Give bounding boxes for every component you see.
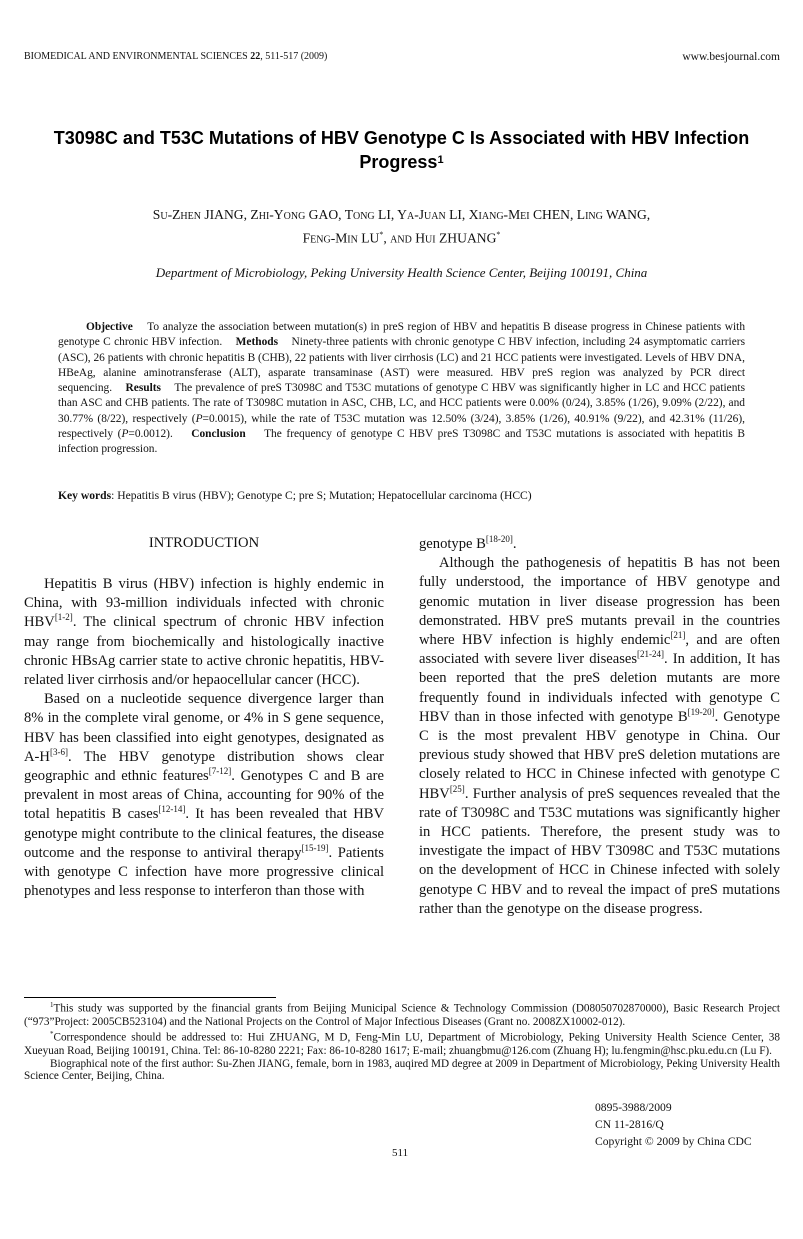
abstract-methods-label: Methods [235, 336, 279, 349]
intro-paragraph-3: Although the pathogenesis of hepatitis B has not been fully understood, the importance of HBV genotype and genomic mutation in liver disease progression has been demonstrated. HBV preS mutants prevail in the countries where HBV infection is highly endemic[21], and are often associated with severe liver diseases[21-24]. In addition, It has been reported that the preS deletion mutants are more frequently found in individuals infected with genotype C HBV than in those infected with genotype B[19-20]. Genotype C is the most prevalent HBV genotype in China. Our previous study showed that HBV preS deletion mutations are closely related to HCC in Chinese infected with genotype C HBV[25]. Further analysis of preS sequences revealed that the rate of T3098C and T53C mutations was significantly higher in HCC patients. Therefore, the present study was to investigate the impact of HBV T3098C and T53C mutations on the development of HCC in Chinese infected with solely genotype C HBV and to reveal the impact of preS mutations rather than the genotype on the disease progress. [419, 555, 780, 917]
author-list [40, 205, 763, 249]
intro-paragraph-1: Hepatitis B virus (HBV) infection is highly endemic in China, with 93-million individuals infected with chronic HBV[1-2]. The clinical spectrum of chronic HBV infection may range from biochemically and histologically inactive chronic HBsAg carrier state to active chronic hepatitis, HBV-related liver cirrhosis and/or hepaocellular cancer (HCC). [24, 576, 384, 689]
abstract-objective-label: Objective [86, 321, 133, 333]
footnote-divider [24, 997, 276, 998]
running-header-journal: BIOMEDICAL AND ENVIRONMENTAL SCIENCES 22, 511-517 (2009) [24, 51, 328, 62]
keywords: Key words: Hepatitis B virus (HBV); Genotype C; pre S; Mutation; Hepatocellular carcinoma (HCC) [58, 489, 532, 502]
running-header-url[interactable]: www.besjournal.com [682, 51, 780, 63]
title-footnote-mark: 1 [437, 154, 444, 166]
copyright: Copyright © 2009 by China CDC [595, 1135, 752, 1148]
abstract-conclusion-label: Conclusion [191, 428, 246, 441]
abstract-results-label: Results [125, 382, 161, 395]
author-line-1: Su-Zhen JIANG, Zhi-Yong GAO, Tong LI, Ya-Juan LI, Xiang-Mei CHEN, Ling WANG, [152, 207, 651, 222]
body-column-left [24, 575, 384, 901]
intro-paragraph-2: Based on a nucleotide sequence divergence larger than 8% in the complete viral genome, or 4% in S gene sequence, HBV has been classified into eight genotypes, designated as A-H[3-6]. The HBV genotype distribution shows clear geographic and ethnic features[7-12]. Genotypes C and B are prevalent in most areas of China, accounting for 90% of the total hepatitis B cases[12-14]. It has been revealed that HBV genotype might contribute to the clinical features, the disease outcome and the response to antiviral therapy[15-19]. Patients with genotype C infection have more progressive clinical phenotypes and less response to interferon than those with [24, 691, 385, 900]
page-number: 511 [392, 1147, 409, 1159]
body-column-right [419, 535, 780, 919]
footnote-biography: Biographical note of the first author: Su-Zhen JIANG, female, born in 1983, auqired MD degree at 2009 in Department of Microbiology, Peking University Health Science Center, Beijing, China. [24, 1057, 780, 1083]
issn-code: 0895-3988/2009 [595, 1101, 672, 1114]
footnote-funding: $^1$This study was supported by the financial grants from Beijing Municipal Science & Technology Commission (D08050702870000), Basic Research Project (“973”Project: 2005CB523104) and the National Projects on the Control of Major Infectious Diseases (Grant no. 2008ZX10002-012). [24, 1001, 780, 1028]
author-line-2: Feng-Min LU*, and Hui ZHUANG* [302, 230, 501, 246]
cn-code: CN 11-2816/Q [595, 1118, 664, 1131]
footnotes [24, 999, 780, 1083]
section-heading-introduction: INTRODUCTION [148, 535, 260, 551]
intro-paragraph-2-continued: genotype B[18-20]. [419, 534, 517, 552]
footnote-correspondence: *Correspondence should be addressed to: Hui ZHUANG, M D, Feng-Min LU, Department of Microbiology, Peking University Health Science Center, 38 Xueyuan Road, Beijing 100191, China. Tel: 86-10-8280 2221; Fax: 86-10-8280 1617; E-mail; zhuangbmu@126.com (Zhuang H); lu.fengmin@hsc.pku.edu.cn (Lu F). [24, 1030, 780, 1057]
abstract: Objective To analyze the association between mutation(s) in preS region of HBV and hepatitis B disease progress in Chinese patients with genotype C chronic HBV infection. Methods Ninety-three patients with chronic genotype C HBV infection, including 24 asymptomatic carriers (ASC), 26 patients with chronic hepatitis B (CHB), 22 patients with liver cirrhosis (LC) and 21 HCC patients were investigated. Levels of HBV DNA, HBeAg, alanine aminotransferase (ALT), asparate transaminase (AST) were measured. HBV preS region was analyzed by PCR direct sequencing. Results The prevalence of preS T3098C and T53C mutations of genotype C HBV was significantly higher in LC and HCC patients than ASC and CHB patients. The rate of T3098C mutation in ASC, CHB, LC, and HCC patients were 0.00% (0/24), 3.85% (1/26), 9.09% (2/22), and 30.77% (8/22), respectively (P=0.0015), while the rate of T53C mutation was 12.50% (3/24), 3.85% (1/26), 40.91% (9/22), and 42.31% (11/26), respectively (P=0.0012). Conclusion The frequency of genotype C HBV preS T3098C and T53C mutations is associated with hepatitis B infection progression. [58, 321, 746, 456]
affiliation: Department of Microbiology, Peking University Health Science Center, Beijing 100191, China [155, 265, 648, 280]
paper-title: T3098C and T53C Mutations of HBV Genotype C Is Associated with HBV Infection Progress$^1$ [53, 128, 750, 172]
